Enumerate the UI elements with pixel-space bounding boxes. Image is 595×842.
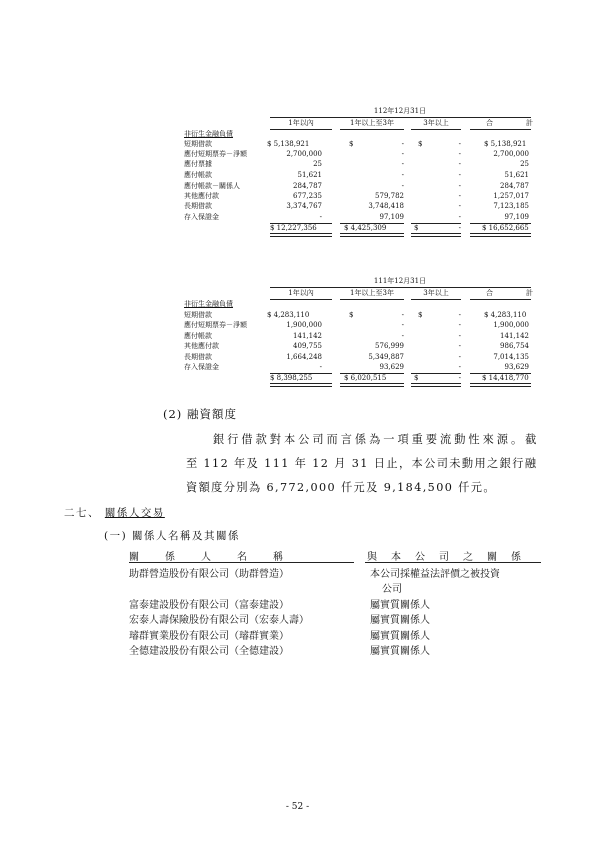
row-c1: 2,700,000 [286, 150, 322, 158]
row-c1: 25 [313, 160, 322, 168]
row-c3: - [458, 311, 461, 319]
row-c2: 93,629 [379, 363, 404, 371]
row-label: 應付短期票券－淨額 [184, 321, 247, 329]
related-party-name: 助群營造股份有限公司（助群營造） [129, 569, 289, 580]
double-underline [340, 383, 404, 387]
row-c1: - [319, 363, 322, 371]
row-c1: 3,374,767 [286, 202, 322, 210]
row-c2: - [401, 171, 404, 179]
row-label: 應付帳款－關係人 [184, 182, 240, 190]
row-c1: - [319, 213, 322, 221]
related-party-relationship: 屬實質關係人 [370, 615, 430, 626]
row-label: 應付短期票券－淨額 [184, 150, 247, 158]
row-label: 其他應付款 [184, 192, 219, 200]
related-party-relationship: 屬實質關係人 [370, 646, 430, 657]
row-c2: - [401, 160, 404, 168]
double-underline [411, 383, 461, 387]
subsection-title: 關係人名稱及其關係 [132, 530, 241, 542]
row-c3: - [458, 202, 461, 210]
divider [129, 562, 354, 563]
row-label: 其他應付款 [184, 342, 219, 350]
row-c3: - [458, 321, 461, 329]
row-c1: 409,755 [293, 342, 322, 350]
total-c1: $ 8,398,255 [270, 374, 313, 382]
row-c2: 5,349,887 [368, 353, 404, 361]
row-label: 應付票據 [184, 160, 212, 168]
divider [340, 299, 404, 300]
financing-line-2: 至 112 年及 111 年 12 月 31 日止，本公司未動用之銀行融 [186, 457, 538, 470]
row-c3: - [458, 140, 461, 148]
section-title: 關係人交易 [104, 507, 165, 519]
financing-heading: (2) 融資額度 [163, 407, 237, 421]
row-c2-dollar: $ [349, 140, 354, 148]
divider [365, 562, 541, 563]
row-c3: - [458, 160, 461, 168]
total-c3-dollar: $ [414, 374, 419, 382]
row-c2: 579,782 [375, 192, 404, 200]
related-party-relationship: 本公司採權益法評價之被投資 [370, 569, 500, 580]
total-c3-dollar: $ [414, 224, 419, 232]
row-c1: 677,235 [293, 192, 322, 200]
total-c2: $ 6,020,515 [344, 374, 387, 382]
row-c3: - [458, 213, 461, 221]
row-c3: - [458, 342, 461, 350]
row-c3-dollar: $ [418, 140, 423, 148]
table-period-header: 112年12月31日 [373, 107, 427, 115]
row-c4: 2,700,000 [493, 150, 529, 158]
total-c3: - [458, 224, 461, 232]
row-c2: - [401, 182, 404, 190]
row-c3: - [458, 192, 461, 200]
row-c3: - [458, 150, 461, 158]
row-c1: 51,621 [297, 171, 322, 179]
row-c2: - [401, 332, 404, 340]
total-c2: $ 4,425,309 [344, 224, 387, 232]
row-c2: 576,999 [375, 342, 404, 350]
row-c2-dollar: $ [349, 311, 354, 319]
table-period-header: 111年12月31日 [373, 277, 427, 285]
row-c4: 25 [520, 160, 529, 168]
row-c3: - [458, 363, 461, 371]
row-c4: 986,754 [500, 342, 529, 350]
row-c1: 1,664,248 [286, 353, 322, 361]
double-underline [270, 383, 332, 387]
relations-header-relationship: 與 本 公 司 之 關 係 [367, 552, 523, 563]
row-c3: - [458, 182, 461, 190]
row-c2: 97,109 [379, 213, 404, 221]
subsection-number: (一) [104, 530, 128, 542]
liquidity-table-111 [0, 0, 595, 390]
row-label: 短期借款 [184, 140, 212, 148]
row-label: 應付帳款 [184, 332, 212, 340]
financing-line-3: 資額度分別為 6,772,000 仟元及 9,184,500 仟元。 [186, 481, 496, 494]
row-c4: 284,787 [500, 182, 529, 190]
row-c4: 1,257,017 [493, 192, 529, 200]
section-27-heading [64, 505, 165, 520]
row-label: 短期借款 [184, 311, 212, 319]
related-party-name: 全德建設股份有限公司（全德建設） [129, 646, 289, 657]
row-c1: 141,142 [293, 332, 322, 340]
row-c3-dollar: $ [418, 311, 423, 319]
related-party-relationship: 屬實質關係人 [370, 600, 430, 611]
row-c3: - [458, 332, 461, 340]
col-header-total-b: 計 [526, 289, 533, 297]
row-c2: - [401, 321, 404, 329]
col-header-within-1yr: 1年以內 [288, 119, 314, 127]
row-label: 長期借款 [184, 353, 212, 361]
total-c1: $ 12,227,356 [270, 224, 317, 232]
row-label: 長期借款 [184, 202, 212, 210]
divider [270, 287, 531, 288]
row-c4: $ 5,138,921 [484, 140, 527, 148]
related-party-relationship: 屬實質關係人 [370, 631, 430, 642]
row-c4: 97,109 [504, 213, 529, 221]
relations-header-name: 關 係 人 名 稱 [129, 552, 285, 563]
col-header-total-a: 合 [486, 119, 493, 127]
row-c3: - [458, 353, 461, 361]
double-underline [470, 383, 531, 387]
section-number: 二七、 [64, 507, 100, 519]
total-c4: $ 14,418,770 [482, 374, 529, 382]
divider [411, 299, 461, 300]
row-c1: 1,900,000 [286, 321, 322, 329]
related-party-name: 宏泰人壽保險股份有限公司（宏泰人壽） [129, 615, 309, 626]
col-header-1-to-3yr: 1年以上至3年 [350, 119, 394, 127]
row-c4: 7,123,185 [493, 202, 529, 210]
row-c1: $ 4,283,110 [267, 311, 310, 319]
financing-line-1: 銀行借款對本公司而言係為一項重要流動性來源。截 [213, 433, 540, 446]
col-header-over-3yr: 3年以上 [423, 289, 449, 297]
related-party-relationship-cont: 公司 [382, 584, 402, 595]
total-c4: $ 16,652,665 [482, 224, 529, 232]
row-c4: 93,629 [504, 363, 529, 371]
related-party-name: 富泰建設股份有限公司（富泰建設） [129, 600, 289, 611]
total-c3: - [458, 374, 461, 382]
row-c4: 7,014,135 [493, 353, 529, 361]
divider [470, 299, 531, 300]
row-c3: - [458, 171, 461, 179]
col-header-within-1yr: 1年以內 [288, 289, 314, 297]
row-c4: 141,142 [500, 332, 529, 340]
row-c2: - [401, 311, 404, 319]
section-label: 非衍生金融負債 [184, 130, 233, 138]
section-label: 非衍生金融負債 [184, 300, 233, 308]
row-c4: $ 4,283,110 [484, 311, 527, 319]
related-party-name: 璿群實業股份有限公司（璿群實業） [129, 631, 289, 642]
row-c1: 284,787 [293, 182, 322, 190]
subsection-1-heading [104, 528, 240, 543]
col-header-total-b: 計 [526, 119, 533, 127]
col-header-over-3yr: 3年以上 [423, 119, 449, 127]
page-number: - 52 - [285, 802, 310, 812]
col-header-total-a: 合 [486, 289, 493, 297]
row-c2: 3,748,418 [368, 202, 404, 210]
col-header-1-to-3yr: 1年以上至3年 [350, 289, 394, 297]
row-c1: $ 5,138,921 [267, 140, 310, 148]
row-label: 存入保證金 [184, 213, 219, 221]
divider [270, 299, 332, 300]
divider [411, 373, 461, 374]
row-c2: - [401, 140, 404, 148]
row-label: 應付帳款 [184, 171, 212, 179]
row-c2: - [401, 150, 404, 158]
row-label: 存入保證金 [184, 363, 219, 371]
row-c4: 51,621 [504, 171, 529, 179]
row-c4: 1,900,000 [493, 321, 529, 329]
